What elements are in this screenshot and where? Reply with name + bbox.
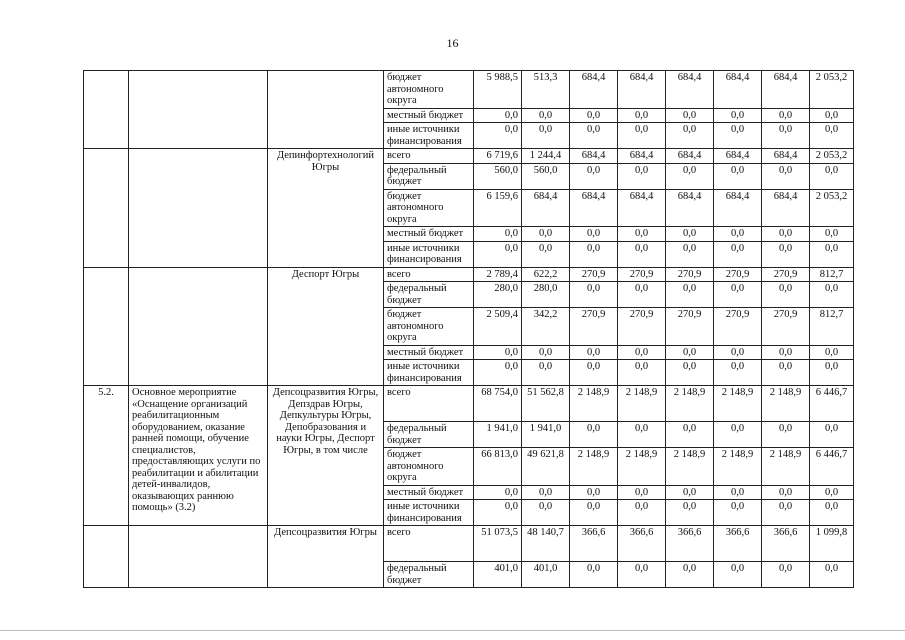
amount-cell: 0,0 [762, 485, 810, 500]
measure-description-cell [129, 526, 268, 588]
executor-cell: Депсоцразвития Югры [268, 526, 384, 588]
amount-cell: 0,0 [522, 241, 570, 267]
amount-cell: 0,0 [618, 485, 666, 500]
measure-description-cell [129, 149, 268, 268]
funding-source-cell: местный бюджет [384, 108, 474, 123]
measure-description-cell [129, 71, 268, 149]
table-row [84, 267, 854, 282]
amount-cell: 1 941,0 [522, 422, 570, 448]
funding-source-cell: иные источники финансирования [384, 360, 474, 386]
budget-table [83, 70, 854, 588]
amount-cell: 0,0 [618, 282, 666, 308]
amount-cell: 2 148,9 [762, 448, 810, 486]
amount-cell: 2 148,9 [666, 448, 714, 486]
funding-source-cell: федеральный бюджет [384, 422, 474, 448]
executor-cell [268, 71, 384, 149]
amount-cell: 684,4 [762, 149, 810, 164]
amount-cell: 684,4 [522, 189, 570, 227]
amount-cell: 2 148,9 [570, 448, 618, 486]
funding-source-cell: федеральный бюджет [384, 282, 474, 308]
amount-cell: 49 621,8 [522, 448, 570, 486]
amount-cell: 6 446,7 [810, 386, 854, 422]
amount-cell: 684,4 [666, 71, 714, 109]
amount-cell: 2 053,2 [810, 149, 854, 164]
table-row [84, 526, 854, 562]
amount-cell: 0,0 [618, 500, 666, 526]
amount-cell: 0,0 [714, 123, 762, 149]
amount-cell: 0,0 [474, 227, 522, 242]
funding-source-cell: всего [384, 267, 474, 282]
amount-cell: 366,6 [666, 526, 714, 562]
amount-cell: 0,0 [666, 500, 714, 526]
amount-cell: 342,2 [522, 308, 570, 346]
funding-source-cell: бюджет автономного округа [384, 189, 474, 227]
amount-cell: 0,0 [618, 345, 666, 360]
amount-cell: 2 148,9 [762, 386, 810, 422]
amount-cell: 812,7 [810, 308, 854, 346]
amount-cell: 270,9 [762, 308, 810, 346]
amount-cell: 5 988,5 [474, 71, 522, 109]
funding-source-cell: бюджет автономного округа [384, 448, 474, 486]
amount-cell: 513,3 [522, 71, 570, 109]
amount-cell: 2 509,4 [474, 308, 522, 346]
amount-cell: 0,0 [762, 108, 810, 123]
amount-cell: 0,0 [618, 422, 666, 448]
amount-cell: 0,0 [666, 422, 714, 448]
table-row [84, 386, 854, 422]
amount-cell: 0,0 [762, 163, 810, 189]
amount-cell: 0,0 [618, 108, 666, 123]
amount-cell: 280,0 [474, 282, 522, 308]
amount-cell: 0,0 [714, 227, 762, 242]
amount-cell: 0,0 [666, 227, 714, 242]
amount-cell: 0,0 [714, 345, 762, 360]
amount-cell: 684,4 [570, 149, 618, 164]
amount-cell: 0,0 [762, 282, 810, 308]
amount-cell: 6 719,6 [474, 149, 522, 164]
amount-cell: 812,7 [810, 267, 854, 282]
amount-cell: 0,0 [714, 562, 762, 588]
executor-cell: Депинфортехнологий Югры [268, 149, 384, 268]
amount-cell: 0,0 [762, 562, 810, 588]
amount-cell: 684,4 [714, 189, 762, 227]
amount-cell: 0,0 [762, 422, 810, 448]
funding-source-cell: бюджет автономного округа [384, 71, 474, 109]
funding-source-cell: бюджет автономного округа [384, 308, 474, 346]
amount-cell: 0,0 [666, 123, 714, 149]
amount-cell: 684,4 [618, 149, 666, 164]
amount-cell: 0,0 [762, 500, 810, 526]
amount-cell: 0,0 [570, 108, 618, 123]
funding-source-cell: местный бюджет [384, 227, 474, 242]
amount-cell: 366,6 [570, 526, 618, 562]
amount-cell: 2 148,9 [618, 448, 666, 486]
amount-cell: 280,0 [522, 282, 570, 308]
amount-cell: 0,0 [570, 500, 618, 526]
executor-cell: Деспорт Югры [268, 267, 384, 386]
amount-cell: 0,0 [570, 485, 618, 500]
amount-cell: 0,0 [810, 108, 854, 123]
amount-cell: 0,0 [570, 227, 618, 242]
row-index-cell [84, 267, 129, 386]
amount-cell: 0,0 [762, 241, 810, 267]
table-row [84, 149, 854, 164]
amount-cell: 0,0 [714, 282, 762, 308]
amount-cell: 270,9 [570, 267, 618, 282]
amount-cell: 684,4 [570, 71, 618, 109]
amount-cell: 0,0 [762, 360, 810, 386]
row-index-cell [84, 149, 129, 268]
amount-cell: 0,0 [714, 485, 762, 500]
amount-cell: 0,0 [474, 360, 522, 386]
page-number: 16 [446, 36, 459, 50]
amount-cell: 0,0 [810, 227, 854, 242]
amount-cell: 270,9 [762, 267, 810, 282]
amount-cell: 68 754,0 [474, 386, 522, 422]
amount-cell: 684,4 [666, 149, 714, 164]
amount-cell: 684,4 [762, 71, 810, 109]
amount-cell: 0,0 [762, 123, 810, 149]
amount-cell: 684,4 [762, 189, 810, 227]
amount-cell: 0,0 [714, 163, 762, 189]
amount-cell: 622,2 [522, 267, 570, 282]
amount-cell: 0,0 [618, 360, 666, 386]
amount-cell: 684,4 [666, 189, 714, 227]
amount-cell: 684,4 [618, 71, 666, 109]
amount-cell: 2 148,9 [618, 386, 666, 422]
row-index-cell: 5.2. [84, 386, 129, 526]
amount-cell: 0,0 [666, 282, 714, 308]
amount-cell: 0,0 [522, 123, 570, 149]
amount-cell: 401,0 [474, 562, 522, 588]
amount-cell: 0,0 [570, 241, 618, 267]
amount-cell: 0,0 [810, 241, 854, 267]
row-index-cell [84, 526, 129, 588]
amount-cell: 684,4 [570, 189, 618, 227]
amount-cell: 0,0 [810, 345, 854, 360]
amount-cell: 366,6 [714, 526, 762, 562]
amount-cell: 0,0 [666, 108, 714, 123]
amount-cell: 6 159,6 [474, 189, 522, 227]
amount-cell: 0,0 [474, 500, 522, 526]
amount-cell: 0,0 [810, 360, 854, 386]
amount-cell: 0,0 [522, 500, 570, 526]
amount-cell: 0,0 [810, 500, 854, 526]
amount-cell: 0,0 [570, 422, 618, 448]
amount-cell: 0,0 [474, 241, 522, 267]
table-row [84, 71, 854, 109]
amount-cell: 0,0 [714, 500, 762, 526]
amount-cell: 401,0 [522, 562, 570, 588]
amount-cell: 2 148,9 [714, 386, 762, 422]
amount-cell: 51 562,8 [522, 386, 570, 422]
amount-cell: 51 073,5 [474, 526, 522, 562]
amount-cell: 2 789,4 [474, 267, 522, 282]
amount-cell: 48 140,7 [522, 526, 570, 562]
amount-cell: 270,9 [618, 308, 666, 346]
amount-cell: 0,0 [762, 345, 810, 360]
amount-cell: 0,0 [666, 485, 714, 500]
funding-source-cell: всего [384, 526, 474, 562]
amount-cell: 0,0 [714, 422, 762, 448]
funding-source-cell: местный бюджет [384, 485, 474, 500]
amount-cell: 0,0 [714, 360, 762, 386]
amount-cell: 0,0 [810, 282, 854, 308]
amount-cell: 0,0 [762, 227, 810, 242]
amount-cell: 2 148,9 [666, 386, 714, 422]
row-index-cell [84, 71, 129, 149]
amount-cell: 1 941,0 [474, 422, 522, 448]
amount-cell: 0,0 [666, 345, 714, 360]
amount-cell: 2 053,2 [810, 189, 854, 227]
amount-cell: 0,0 [810, 422, 854, 448]
amount-cell: 270,9 [714, 267, 762, 282]
amount-cell: 0,0 [714, 108, 762, 123]
amount-cell: 0,0 [474, 123, 522, 149]
measure-description-cell [129, 267, 268, 386]
amount-cell: 2 148,9 [570, 386, 618, 422]
page-edge-line [0, 630, 905, 631]
funding-source-cell: всего [384, 386, 474, 422]
amount-cell: 0,0 [618, 241, 666, 267]
amount-cell: 684,4 [714, 71, 762, 109]
amount-cell: 0,0 [570, 345, 618, 360]
amount-cell: 0,0 [522, 345, 570, 360]
amount-cell: 270,9 [666, 308, 714, 346]
amount-cell: 0,0 [474, 485, 522, 500]
amount-cell: 270,9 [714, 308, 762, 346]
amount-cell: 0,0 [666, 360, 714, 386]
amount-cell: 684,4 [714, 149, 762, 164]
amount-cell: 0,0 [522, 108, 570, 123]
amount-cell: 0,0 [522, 360, 570, 386]
amount-cell: 0,0 [522, 485, 570, 500]
funding-source-cell: федеральный бюджет [384, 163, 474, 189]
amount-cell: 0,0 [810, 562, 854, 588]
funding-source-cell: федеральный бюджет [384, 562, 474, 588]
amount-cell: 0,0 [570, 163, 618, 189]
amount-cell: 0,0 [666, 241, 714, 267]
measure-description-cell: Основное мероприятие «Оснащение организаций реабилитационным оборудованием, оказание ранней помощи, обучение специалистов, предоставляющих услуги по реабилитации и абилитации детей-инвалидов, оказывающих раннюю помощь» (3.2) [129, 386, 268, 526]
amount-cell: 1 099,8 [810, 526, 854, 562]
amount-cell: 0,0 [474, 108, 522, 123]
amount-cell: 1 244,4 [522, 149, 570, 164]
amount-cell: 0,0 [570, 282, 618, 308]
amount-cell: 0,0 [618, 123, 666, 149]
amount-cell: 0,0 [570, 123, 618, 149]
funding-source-cell: всего [384, 149, 474, 164]
amount-cell: 0,0 [714, 241, 762, 267]
amount-cell: 366,6 [618, 526, 666, 562]
amount-cell: 0,0 [666, 163, 714, 189]
funding-source-cell: иные источники финансирования [384, 123, 474, 149]
amount-cell: 560,0 [474, 163, 522, 189]
funding-source-cell: иные источники финансирования [384, 241, 474, 267]
amount-cell: 2 053,2 [810, 71, 854, 109]
amount-cell: 0,0 [570, 562, 618, 588]
amount-cell: 0,0 [618, 562, 666, 588]
amount-cell: 270,9 [666, 267, 714, 282]
amount-cell: 0,0 [570, 360, 618, 386]
amount-cell: 0,0 [618, 227, 666, 242]
funding-source-cell: местный бюджет [384, 345, 474, 360]
amount-cell: 6 446,7 [810, 448, 854, 486]
amount-cell: 2 148,9 [714, 448, 762, 486]
amount-cell: 0,0 [666, 562, 714, 588]
funding-source-cell: иные источники финансирования [384, 500, 474, 526]
amount-cell: 0,0 [474, 345, 522, 360]
amount-cell: 0,0 [522, 227, 570, 242]
amount-cell: 66 813,0 [474, 448, 522, 486]
amount-cell: 270,9 [618, 267, 666, 282]
amount-cell: 270,9 [570, 308, 618, 346]
amount-cell: 0,0 [810, 163, 854, 189]
amount-cell: 0,0 [810, 485, 854, 500]
amount-cell: 0,0 [618, 163, 666, 189]
amount-cell: 0,0 [810, 123, 854, 149]
executor-cell: Депсоцразвития Югры, Депздрав Югры, Депкультуры Югры, Депобразования и науки Югры, Деспорт Югры, в том числе [268, 386, 384, 526]
amount-cell: 560,0 [522, 163, 570, 189]
amount-cell: 684,4 [618, 189, 666, 227]
amount-cell: 366,6 [762, 526, 810, 562]
